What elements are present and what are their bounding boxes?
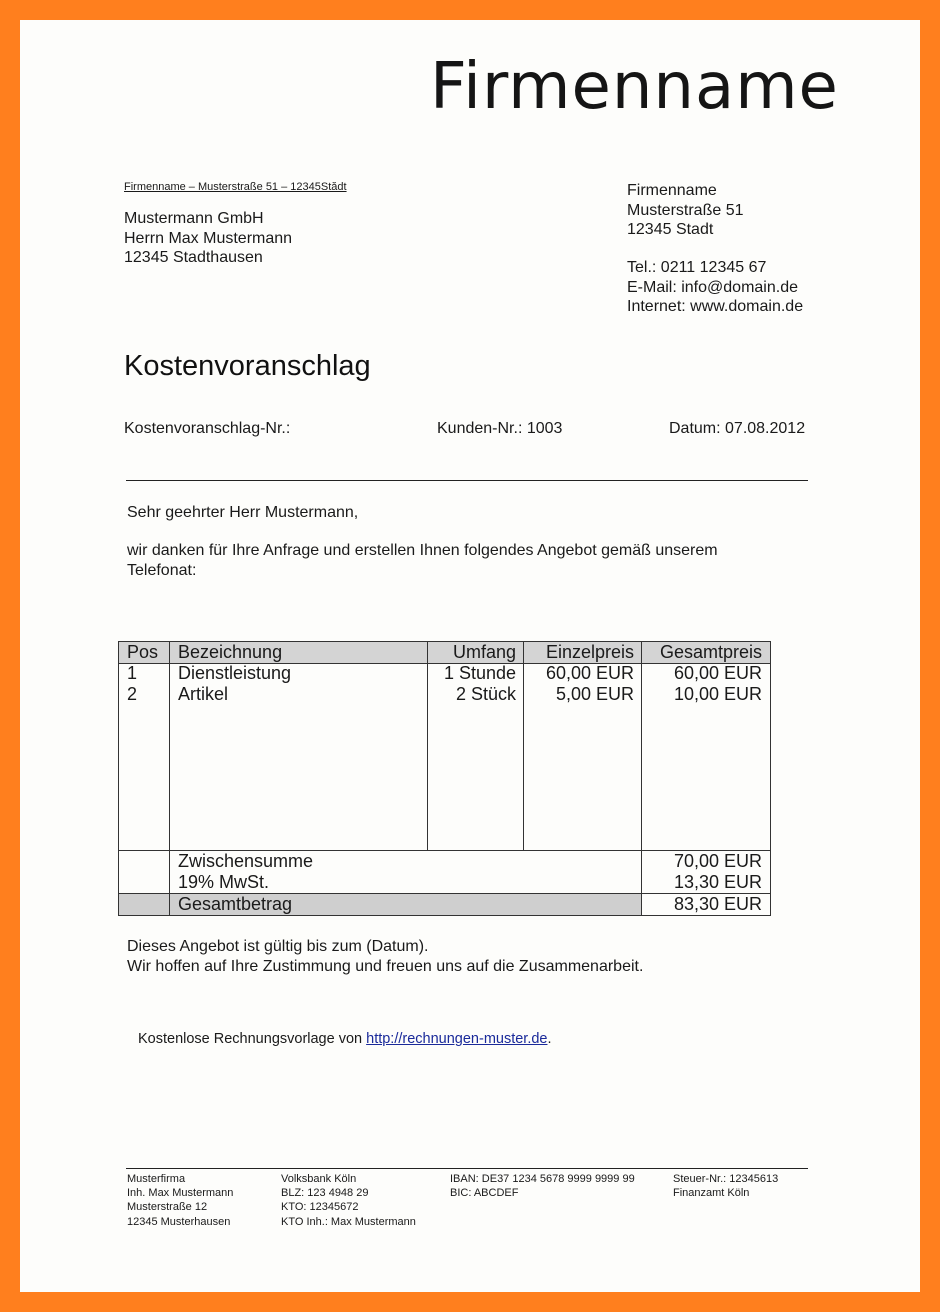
validity-note: Dieses Angebot ist gültig bis zum (Datum).: [127, 938, 429, 955]
closing-paragraph: [127, 937, 643, 977]
row2-pos: 2: [127, 684, 138, 704]
footer-iban: [450, 1172, 635, 1200]
tax-value: 13,30 EUR: [673, 872, 762, 892]
company-email: E-Mail: info@domain.de: [627, 278, 798, 296]
footer-company-name: Musterfirma: [127, 1173, 186, 1185]
row1-description: Dienstleistung: [178, 663, 292, 683]
footer-blz: BLZ: 123 4948 29: [281, 1187, 369, 1200]
row2-description: Artikel: [178, 684, 229, 704]
credit-suffix: .: [547, 1031, 552, 1047]
row1-unit-price: 60,00 EUR: [545, 663, 634, 683]
footer-street: Musterstraße 12: [127, 1201, 208, 1214]
company-address: [627, 181, 743, 240]
company-name: Firmenname: [627, 182, 717, 199]
footer-iban-number: IBAN: DE37 1234 5678 9999 9999 99: [450, 1173, 635, 1185]
col-header-pos: Pos: [127, 642, 159, 662]
company-city: 12345 Stadt: [627, 221, 714, 238]
intro-paragraph: wir danken für Ihre Anfrage und erstellen Ihnen folgendes Angebot gemäß unserem Telefonat:: [127, 542, 718, 579]
row1-pos: 1: [127, 663, 138, 683]
row1-total-price: 60,00 EUR: [673, 663, 762, 683]
row2-quantity: 2 Stück: [455, 684, 516, 704]
footer-tax-office: Finanzamt Köln: [673, 1187, 750, 1200]
footer-account-holder: KTO Inh.: Max Mustermann: [281, 1215, 416, 1228]
divider-line: [126, 480, 808, 481]
document-title: Kostenvoranschlag: [124, 350, 371, 382]
footer-company: [127, 1172, 233, 1229]
document-date: Datum: 07.08.2012: [669, 420, 806, 437]
footer-tax: [673, 1172, 778, 1200]
company-phone: Tel.: 0211 12345 67: [627, 259, 767, 276]
company-web: Internet: www.domain.de: [627, 298, 804, 315]
recipient-city: 12345 Stadthausen: [124, 249, 263, 266]
quote-number-label: Kostenvoranschlag-Nr.:: [124, 420, 291, 437]
footer-owner: Inh. Max Mustermann: [127, 1187, 234, 1200]
recipient-company: Mustermann GmbH: [124, 210, 264, 227]
company-contact: [627, 258, 803, 317]
footer-bank: [281, 1172, 416, 1229]
grand-total-label: Gesamtbetrag: [178, 894, 293, 914]
col-header-description: Bezeichnung: [178, 642, 283, 662]
customer-number: Kunden-Nr.: 1003: [437, 420, 563, 437]
row2-total-price: 10,00 EUR: [673, 684, 762, 704]
recipient-address: [124, 209, 292, 268]
company-street: Musterstraße 51: [627, 201, 744, 219]
subtotal-label: Zwischensumme: [178, 851, 314, 871]
footer-tax-number: Steuer-Nr.: 12345613: [673, 1173, 779, 1185]
row2-unit-price: 5,00 EUR: [555, 684, 634, 704]
footer-bic: BIC: ABCDEF: [450, 1187, 519, 1200]
sender-return-address: Firmenname – Musterstraße 51 – 12345Stădt: [124, 181, 347, 193]
salutation: Sehr geehrter Herr Mustermann,: [127, 504, 359, 521]
row1-quantity: 1 Stunde: [443, 663, 516, 683]
credit-link[interactable]: http://rechnungen-muster.de: [366, 1031, 548, 1047]
recipient-person: Herrn Max Mustermann: [124, 229, 293, 247]
col-header-unit-price: Einzelpreis: [545, 642, 634, 662]
tax-label: 19% MwSt.: [178, 872, 270, 892]
footer-city: 12345 Musterhausen: [127, 1215, 231, 1228]
footer-bank-name: Volksbank Köln: [281, 1173, 357, 1185]
col-header-total-price: Gesamtpreis: [659, 642, 762, 662]
col-header-quantity: Umfang: [452, 642, 516, 662]
quote-table: [118, 641, 771, 916]
subtotal-value: 70,00 EUR: [673, 851, 762, 871]
closing-note: Wir hoffen auf Ihre Zustimmung und freuen uns auf die Zusammenarbeit.: [127, 958, 644, 975]
document-page: [20, 20, 920, 1292]
credit-text: Kostenlose Rechnungsvorlage von: [138, 1031, 367, 1047]
template-credit: [138, 1031, 552, 1047]
footer-account: KTO: 12345672: [281, 1201, 359, 1214]
grand-total-value: 83,30 EUR: [673, 894, 762, 914]
company-title: Firmenname: [430, 50, 839, 124]
footer-divider: [126, 1168, 808, 1169]
